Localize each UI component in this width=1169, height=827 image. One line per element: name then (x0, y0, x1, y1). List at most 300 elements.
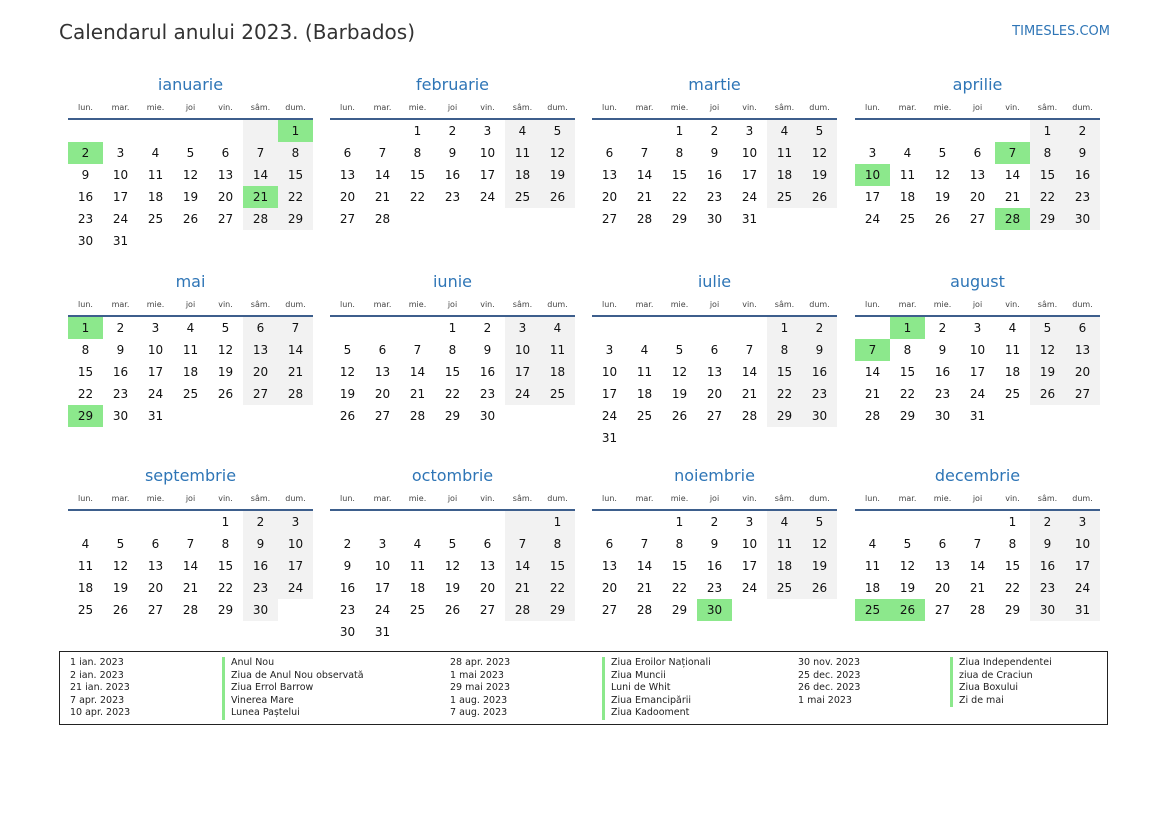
day-cell: 11 (540, 339, 575, 361)
day-cell: 29 (1030, 208, 1065, 230)
day-cell-empty (960, 511, 995, 533)
day-cell: 13 (934, 559, 951, 573)
day-cell: 15 (217, 559, 234, 573)
day-cell: 30 (697, 599, 732, 621)
day-cell-empty (68, 511, 103, 533)
day-cell: 19 (802, 164, 837, 186)
day-cell: 9 (448, 146, 457, 160)
day-cell: 6 (973, 146, 982, 160)
day-cell: 28 (505, 599, 540, 621)
legend-date: 30 nov. 2023 (798, 657, 861, 668)
day-cell: 17 (864, 190, 881, 204)
weekday-header (592, 98, 837, 120)
day-cell-empty (173, 405, 208, 427)
day-cell: 9 (1030, 533, 1065, 555)
day-cell-empty (365, 120, 400, 142)
week-row (330, 511, 575, 533)
day-cell: 28 (243, 208, 278, 230)
day-cell: 12 (217, 343, 234, 357)
day-cell: 17 (147, 365, 164, 379)
day-cell: 1 (675, 124, 684, 138)
weekday-label: mie. (146, 494, 165, 503)
day-cell-empty (435, 621, 470, 643)
day-cell: 29 (767, 405, 802, 427)
weekday-label: lun. (340, 103, 355, 112)
week-row (592, 208, 837, 230)
day-cell: 10 (374, 559, 391, 573)
weekday-label: mar. (635, 300, 654, 309)
day-cell-empty (662, 427, 697, 449)
day-cell: 13 (1065, 339, 1100, 361)
weekday-label: dum. (809, 103, 830, 112)
day-cell: 20 (1065, 361, 1100, 383)
day-cell: 24 (374, 603, 391, 617)
day-cell: 12 (802, 142, 837, 164)
day-cell: 25 (182, 387, 199, 401)
week-row (592, 405, 837, 427)
day-cell: 30 (934, 409, 951, 423)
week-row (855, 186, 1100, 208)
day-cell: 8 (903, 343, 912, 357)
day-cell: 25 (855, 599, 890, 621)
day-cell: 28 (995, 208, 1030, 230)
day-cell: 8 (448, 343, 457, 357)
day-cell-empty (540, 208, 575, 230)
day-cell: 19 (182, 190, 199, 204)
day-cell: 21 (969, 581, 986, 595)
day-cell: 22 (540, 577, 575, 599)
day-cell: 26 (934, 212, 951, 226)
day-cell: 27 (1065, 383, 1100, 405)
day-cell: 18 (147, 190, 164, 204)
day-cell-empty (365, 511, 400, 533)
day-cell: 17 (278, 555, 313, 577)
day-cell: 19 (1030, 361, 1065, 383)
day-cell: 9 (938, 343, 947, 357)
day-cell: 30 (243, 599, 278, 621)
week-row (68, 164, 313, 186)
day-cell: 2 (1065, 120, 1100, 142)
day-cell: 13 (243, 339, 278, 361)
day-cell: 13 (147, 559, 164, 573)
month-title: aprilie (952, 75, 1003, 94)
day-cell: 23 (112, 387, 129, 401)
day-cell-empty (138, 120, 173, 142)
week-row (330, 621, 575, 643)
weekday-label: sâm. (512, 300, 533, 309)
weekday-label: dum. (285, 103, 306, 112)
month-title: decembrie (934, 466, 1021, 485)
day-cell-empty (697, 317, 732, 339)
legend-holiday-name: Ziua Errol Barrow (231, 682, 314, 694)
legend-names (950, 657, 1052, 707)
day-cell: 23 (77, 212, 94, 226)
day-cell: 12 (540, 142, 575, 164)
day-cell: 24 (112, 212, 129, 226)
legend-dates (450, 657, 590, 720)
weekday-label: joi (185, 103, 196, 112)
weekday-label: joi (709, 103, 720, 112)
day-cell-empty (627, 511, 662, 533)
day-cell: 28 (409, 409, 426, 423)
week-row (330, 555, 575, 577)
day-cell: 29 (671, 212, 688, 226)
weekday-label: vin. (742, 103, 757, 112)
day-cell: 9 (802, 339, 837, 361)
day-cell-empty (592, 120, 627, 142)
legend-date: 25 dec. 2023 (798, 669, 861, 681)
day-cell: 18 (540, 361, 575, 383)
day-cell: 22 (77, 387, 94, 401)
month-title: noiembrie (674, 466, 755, 485)
weekday-label: sâm. (774, 494, 795, 503)
legend-holiday-name: Zi de mai (959, 694, 1004, 706)
day-cell: 14 (505, 555, 540, 577)
day-cell: 17 (741, 168, 758, 182)
day-cell-empty (208, 230, 243, 252)
day-cell: 22 (409, 190, 426, 204)
week-row (330, 317, 575, 339)
legend-date: 2 ian. 2023 (70, 669, 124, 681)
weekday-label: mar. (373, 103, 392, 112)
day-cell-empty (662, 317, 697, 339)
day-cell-empty (400, 208, 435, 230)
weekday-label: lun. (602, 103, 617, 112)
day-cell: 1 (221, 515, 230, 529)
day-cell: 7 (640, 146, 649, 160)
day-cell: 18 (767, 164, 802, 186)
day-cell: 8 (540, 533, 575, 555)
day-cell: 16 (706, 559, 723, 573)
week-row (330, 339, 575, 361)
day-cell: 12 (444, 559, 461, 573)
weekday-label: sâm. (1037, 300, 1058, 309)
month-title: iunie (432, 272, 472, 291)
day-cell: 22 (444, 387, 461, 401)
legend-holiday-name: ziua de Craciun (959, 669, 1033, 681)
legend-dates (70, 657, 210, 720)
day-cell: 11 (409, 559, 426, 573)
day-cell: 27 (339, 212, 356, 226)
day-cell: 29 (444, 409, 461, 423)
day-cell: 13 (969, 168, 986, 182)
week-row (68, 208, 313, 230)
day-cell: 13 (339, 168, 356, 182)
day-cell-empty (435, 208, 470, 230)
day-cell: 13 (374, 365, 391, 379)
weekday-label: dum. (547, 103, 568, 112)
day-cell: 16 (1065, 164, 1100, 186)
day-cell: 12 (339, 365, 356, 379)
weekday-label: lun. (78, 494, 93, 503)
day-cell: 3 (973, 321, 982, 335)
day-cell: 23 (339, 603, 356, 617)
day-cell: 17 (601, 387, 618, 401)
day-cell-empty (802, 208, 837, 230)
week-row (855, 555, 1100, 577)
day-cell: 5 (186, 146, 195, 160)
week-row (68, 405, 313, 427)
day-cell: 9 (343, 559, 352, 573)
weekday-label: dum. (547, 300, 568, 309)
day-cell: 28 (864, 409, 881, 423)
month-februarie (330, 72, 575, 230)
day-cell-empty (400, 511, 435, 533)
day-cell: 6 (243, 317, 278, 339)
day-cell-empty (505, 208, 540, 230)
day-cell: 20 (243, 361, 278, 383)
day-cell: 28 (636, 212, 653, 226)
day-cell: 28 (969, 603, 986, 617)
legend-holiday-name: Lunea Paștelui (231, 707, 300, 719)
weekday-label: lun. (602, 494, 617, 503)
day-cell: 29 (540, 599, 575, 621)
day-cell-empty (855, 317, 890, 339)
day-cell: 4 (413, 537, 422, 551)
day-cell: 3 (605, 343, 614, 357)
day-cell: 19 (802, 555, 837, 577)
day-cell: 21 (636, 581, 653, 595)
day-cell: 5 (675, 343, 684, 357)
legend-date: 1 mai 2023 (798, 694, 852, 706)
day-cell: 31 (1065, 599, 1100, 621)
day-cell: 21 (278, 361, 313, 383)
day-cell: 20 (147, 581, 164, 595)
day-cell: 21 (1004, 190, 1021, 204)
day-cell: 22 (1004, 581, 1021, 595)
legend-holiday-name: Anul Nou (231, 657, 275, 668)
month-title: iulie (697, 272, 732, 291)
day-cell: 30 (1030, 599, 1065, 621)
day-cell: 29 (899, 409, 916, 423)
day-cell: 2 (116, 321, 125, 335)
day-cell: 25 (77, 603, 94, 617)
week-row (855, 511, 1100, 533)
day-cell: 2 (343, 537, 352, 551)
day-cell: 13 (601, 168, 618, 182)
day-cell-empty (697, 427, 732, 449)
week-row (855, 383, 1100, 405)
day-cell: 8 (278, 142, 313, 164)
day-cell: 1 (540, 511, 575, 533)
weekday-label: vin. (218, 300, 233, 309)
weekday-label: joi (447, 103, 458, 112)
weekday-label: mar. (373, 494, 392, 503)
day-cell: 22 (899, 387, 916, 401)
day-cell: 18 (77, 581, 94, 595)
day-cell: 22 (671, 190, 688, 204)
day-cell-empty (627, 427, 662, 449)
day-cell-empty (890, 120, 925, 142)
weekday-label: joi (185, 300, 196, 309)
day-cell: 3 (505, 317, 540, 339)
day-cell-empty (732, 427, 767, 449)
day-cell-empty (103, 511, 138, 533)
day-cell: 6 (605, 146, 614, 160)
weekday-header (330, 295, 575, 317)
weekday-header (330, 489, 575, 511)
day-cell: 27 (374, 409, 391, 423)
day-cell: 21 (741, 387, 758, 401)
day-cell: 1 (278, 120, 313, 142)
day-cell: 11 (767, 142, 802, 164)
day-cell-empty (890, 511, 925, 533)
weekday-label: vin. (1005, 300, 1020, 309)
day-cell: 13 (601, 559, 618, 573)
legend-holiday-name: Ziua Boxului (959, 682, 1018, 694)
week-row (68, 599, 313, 621)
site-link[interactable]: TIMESLES.COM (1012, 24, 1110, 39)
day-cell: 7 (243, 142, 278, 164)
day-cell: 2 (68, 142, 103, 164)
day-cell: 5 (802, 120, 837, 142)
weekday-header (68, 98, 313, 120)
week-row (68, 230, 313, 252)
week-row (592, 427, 837, 449)
legend-holiday-name: Ziua Emancipării (611, 694, 692, 706)
day-cell: 21 (864, 387, 881, 401)
day-cell-empty (925, 120, 960, 142)
legend-holiday-name: Ziua Independentei (959, 657, 1052, 668)
month-iulie (592, 269, 837, 449)
week-row (330, 142, 575, 164)
month-title: octombrie (411, 466, 494, 485)
day-cell: 20 (969, 190, 986, 204)
weekday-label: vin. (218, 103, 233, 112)
day-cell: 19 (540, 164, 575, 186)
day-cell: 15 (1030, 164, 1065, 186)
day-cell: 21 (374, 190, 391, 204)
weekday-label: vin. (1005, 103, 1020, 112)
month-title: septembrie (144, 466, 237, 485)
day-cell: 8 (675, 146, 684, 160)
day-cell: 3 (1065, 511, 1100, 533)
weekday-label: dum. (1072, 300, 1093, 309)
day-cell: 17 (505, 361, 540, 383)
day-cell: 14 (741, 365, 758, 379)
day-cell-empty (505, 511, 540, 533)
day-cell: 31 (374, 625, 391, 639)
day-cell: 4 (767, 120, 802, 142)
week-row (855, 577, 1100, 599)
day-cell: 7 (995, 142, 1030, 164)
day-cell: 17 (112, 190, 129, 204)
legend-date: 7 aug. 2023 (450, 707, 508, 719)
day-cell: 6 (221, 146, 230, 160)
day-cell-empty (173, 230, 208, 252)
day-cell: 14 (864, 365, 881, 379)
weekday-label: sâm. (512, 103, 533, 112)
week-row (592, 555, 837, 577)
day-cell: 10 (601, 365, 618, 379)
day-cell-empty (505, 621, 540, 643)
day-cell: 5 (903, 537, 912, 551)
week-row (68, 339, 313, 361)
weekday-label: lun. (865, 103, 880, 112)
legend-names (602, 657, 711, 720)
week-row (330, 120, 575, 142)
day-cell-empty (470, 511, 505, 533)
day-cell: 24 (741, 581, 758, 595)
day-cell-empty (103, 120, 138, 142)
day-cell: 16 (339, 581, 356, 595)
weekday-label: sâm. (250, 300, 271, 309)
day-cell: 19 (217, 365, 234, 379)
day-cell: 29 (68, 405, 103, 427)
day-cell: 25 (767, 186, 802, 208)
day-cell: 16 (444, 168, 461, 182)
day-cell: 26 (671, 409, 688, 423)
day-cell: 15 (409, 168, 426, 182)
day-cell: 17 (1065, 555, 1100, 577)
day-cell: 15 (671, 559, 688, 573)
day-cell: 19 (339, 387, 356, 401)
weekday-label: joi (709, 300, 720, 309)
day-cell: 12 (671, 365, 688, 379)
day-cell: 28 (636, 603, 653, 617)
legend-date: 7 apr. 2023 (70, 694, 125, 706)
day-cell: 22 (767, 383, 802, 405)
week-row (855, 361, 1100, 383)
week-row (330, 164, 575, 186)
week-row (592, 164, 837, 186)
day-cell: 20 (706, 387, 723, 401)
day-cell: 24 (278, 577, 313, 599)
day-cell: 30 (802, 405, 837, 427)
legend-date: 29 mai 2023 (450, 682, 511, 694)
week-row (330, 405, 575, 427)
weekday-label: mie. (933, 494, 952, 503)
day-cell-empty (278, 230, 313, 252)
month-ianuarie (68, 72, 313, 252)
week-row (855, 164, 1100, 186)
day-cell: 1 (448, 321, 457, 335)
day-cell: 18 (899, 190, 916, 204)
day-cell: 14 (182, 559, 199, 573)
day-cell: 3 (868, 146, 877, 160)
weekday-label: sâm. (1037, 103, 1058, 112)
day-cell: 4 (1008, 321, 1017, 335)
weekday-label: mar. (373, 300, 392, 309)
day-cell: 20 (374, 387, 391, 401)
week-row (855, 339, 1100, 361)
day-cell: 8 (675, 537, 684, 551)
day-cell-empty (925, 511, 960, 533)
day-cell: 3 (378, 537, 387, 551)
day-cell: 20 (601, 581, 618, 595)
day-cell: 7 (973, 537, 982, 551)
day-cell: 2 (1030, 511, 1065, 533)
day-cell: 15 (444, 365, 461, 379)
day-cell: 26 (182, 212, 199, 226)
day-cell: 20 (217, 190, 234, 204)
weekday-label: joi (972, 300, 983, 309)
day-cell: 25 (540, 383, 575, 405)
legend-holiday-name: Ziua Kadooment (611, 707, 690, 719)
day-cell: 24 (1065, 577, 1100, 599)
week-row (592, 383, 837, 405)
day-cell: 4 (640, 343, 649, 357)
day-cell: 16 (1030, 555, 1065, 577)
week-row (68, 383, 313, 405)
week-row (68, 555, 313, 577)
day-cell: 7 (855, 339, 890, 361)
day-cell: 24 (741, 190, 758, 204)
week-row (855, 120, 1100, 142)
day-cell-empty (767, 208, 802, 230)
day-cell-empty (505, 405, 540, 427)
day-cell: 24 (969, 387, 986, 401)
